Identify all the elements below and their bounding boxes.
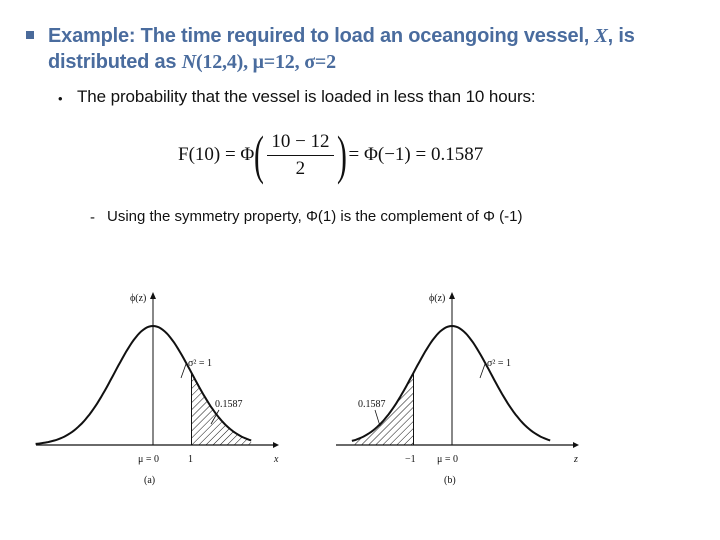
figure-b-ylabel: ϕ(z)	[429, 293, 446, 304]
figure-a-ylabel: ϕ(z)	[130, 293, 147, 304]
figure-b-density-curve	[352, 326, 550, 441]
figure-b-axis-var: z	[574, 454, 578, 465]
formula-rhs: = Φ(−1) = 0.1587	[348, 144, 484, 165]
heading-variable-x: X	[594, 25, 608, 47]
subpoint-text: The probability that the vessel is loaded in less than 10 hours:	[77, 87, 536, 106]
formula-denominator: 2	[295, 157, 306, 179]
right-paren: )	[336, 125, 347, 185]
figure-b-x-arrow-icon	[573, 442, 579, 448]
heading-dist-name: N	[181, 51, 196, 73]
figure-a-variance-pointer	[181, 364, 186, 378]
heading-line1-suffix: , is	[607, 25, 635, 47]
heading-dist-params: (12,4), μ=12, σ=2	[195, 51, 336, 73]
figure-a-tick-mu: μ = 0	[138, 454, 160, 465]
round-bullet-icon: •	[58, 91, 63, 106]
figure-b-caption: (b)	[444, 475, 456, 486]
heading-line1-prefix: Example: The time required to load an oceangoing vessel,	[48, 25, 595, 47]
figure-b-area-pointer	[375, 410, 380, 426]
figure-b-variance-label: σ² = 1	[487, 358, 512, 369]
figure-b-y-arrow-icon	[449, 292, 455, 299]
figure-b-variance-pointer	[480, 364, 485, 378]
figure-a-axis-var: x	[274, 454, 279, 465]
figure-a-tick-boundary: 1	[188, 454, 193, 465]
formula-lhs: F(10) = Φ	[178, 144, 255, 165]
figure-b-tick-mu: μ = 0	[437, 454, 459, 465]
figure-b-tick-boundary: −1	[405, 454, 416, 465]
symmetry-note: Using the symmetry property, Φ(1) is the complement of Φ (-1)	[107, 208, 523, 225]
figure-a-area-label: 0.1587	[215, 399, 243, 410]
dash-bullet-icon: -	[90, 209, 95, 226]
figure-a-x-arrow-icon	[273, 442, 279, 448]
heading-line2-prefix: distributed as	[48, 51, 182, 73]
figure-a-caption: (a)	[144, 475, 156, 486]
figure-b-area-label: 0.1587	[358, 399, 386, 410]
formula-numerator: 10 − 12	[267, 131, 333, 156]
figure-a-y-arrow-icon	[150, 292, 156, 299]
left-paren: (	[254, 125, 265, 185]
figure-a-variance-label: σ² = 1	[188, 358, 213, 369]
figure-a	[36, 292, 279, 486]
figure-b	[336, 292, 579, 486]
